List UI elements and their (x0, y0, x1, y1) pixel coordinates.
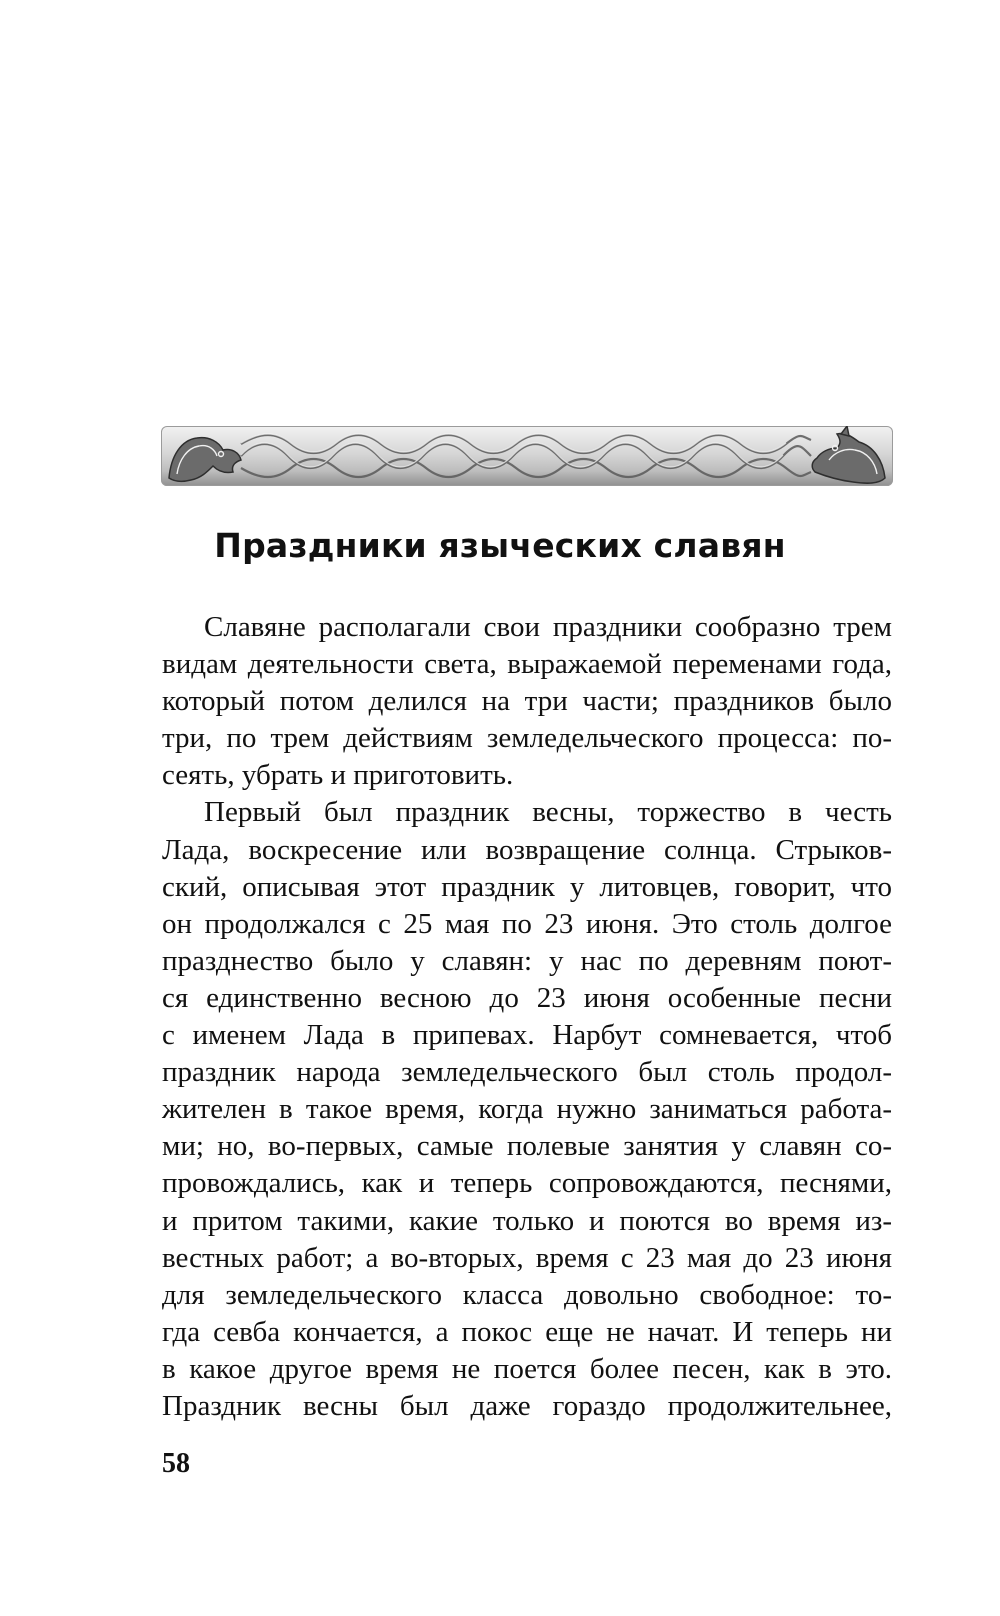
text-line: он продолжался с 25 мая по 23 июня. Это столь долгое (162, 907, 892, 940)
text-line: вестных работ; а во-вторых, время с 23 мая до 23 июня (162, 1241, 892, 1274)
text-line: Лада, воскресение или возвращение солнца. Стрыков- (162, 833, 892, 866)
text-line: жителен в такое время, когда нужно заниматься работа- (162, 1093, 892, 1126)
interlace-ornament-icon (161, 426, 893, 486)
text-line: ми; но, во-первых, самые полевые занятия у славян со- (162, 1130, 892, 1163)
text-line: видам деятельности света, выражаемой переменами года, (162, 648, 892, 681)
text-line: который потом делился на три части; праздников было (162, 685, 892, 718)
text-line: Праздник весны был даже гораздо продолжительнее, (162, 1389, 892, 1422)
text-line: три, по трем действиям земледельческого процесса: по- (162, 722, 892, 755)
body-text (162, 609, 892, 1425)
page-number: 58 (162, 1448, 190, 1479)
text-line: Первый был праздник весны, торжество в честь (204, 796, 892, 829)
chapter-title: Праздники языческих славян (214, 526, 786, 565)
paragraph-2 (162, 794, 892, 1425)
text-line: праздник народа земледельческого был столь продол- (162, 1056, 892, 1089)
text-line: провождались, как и теперь сопровождаются, песнями, (162, 1167, 892, 1200)
text-line: в какое другое время не поется более песен, как в это. (162, 1352, 892, 1385)
text-line: с именем Лада в припевах. Нарбут сомневается, чтоб (162, 1019, 892, 1052)
text-line: и притом такими, какие только и поются во время из- (162, 1204, 892, 1237)
text-line: Славяне располагали свои праздники сообразно трем (204, 611, 892, 643)
text-line: гда севба кончается, а покос еще не начат. И теперь ни (162, 1315, 892, 1348)
text-line: ский, описывая этот праздник у литовцев, говорит, что (162, 870, 892, 903)
text-line: празднество было у славян: у нас по деревням поют- (162, 944, 892, 977)
text-line: сеять, убрать и приготовить. (162, 759, 514, 792)
text-line: для земледельческого класса довольно свободное: то- (162, 1278, 892, 1311)
text-line: ся единственно весною до 23 июня особенные песни (162, 981, 892, 1014)
paragraph-1 (162, 609, 892, 794)
